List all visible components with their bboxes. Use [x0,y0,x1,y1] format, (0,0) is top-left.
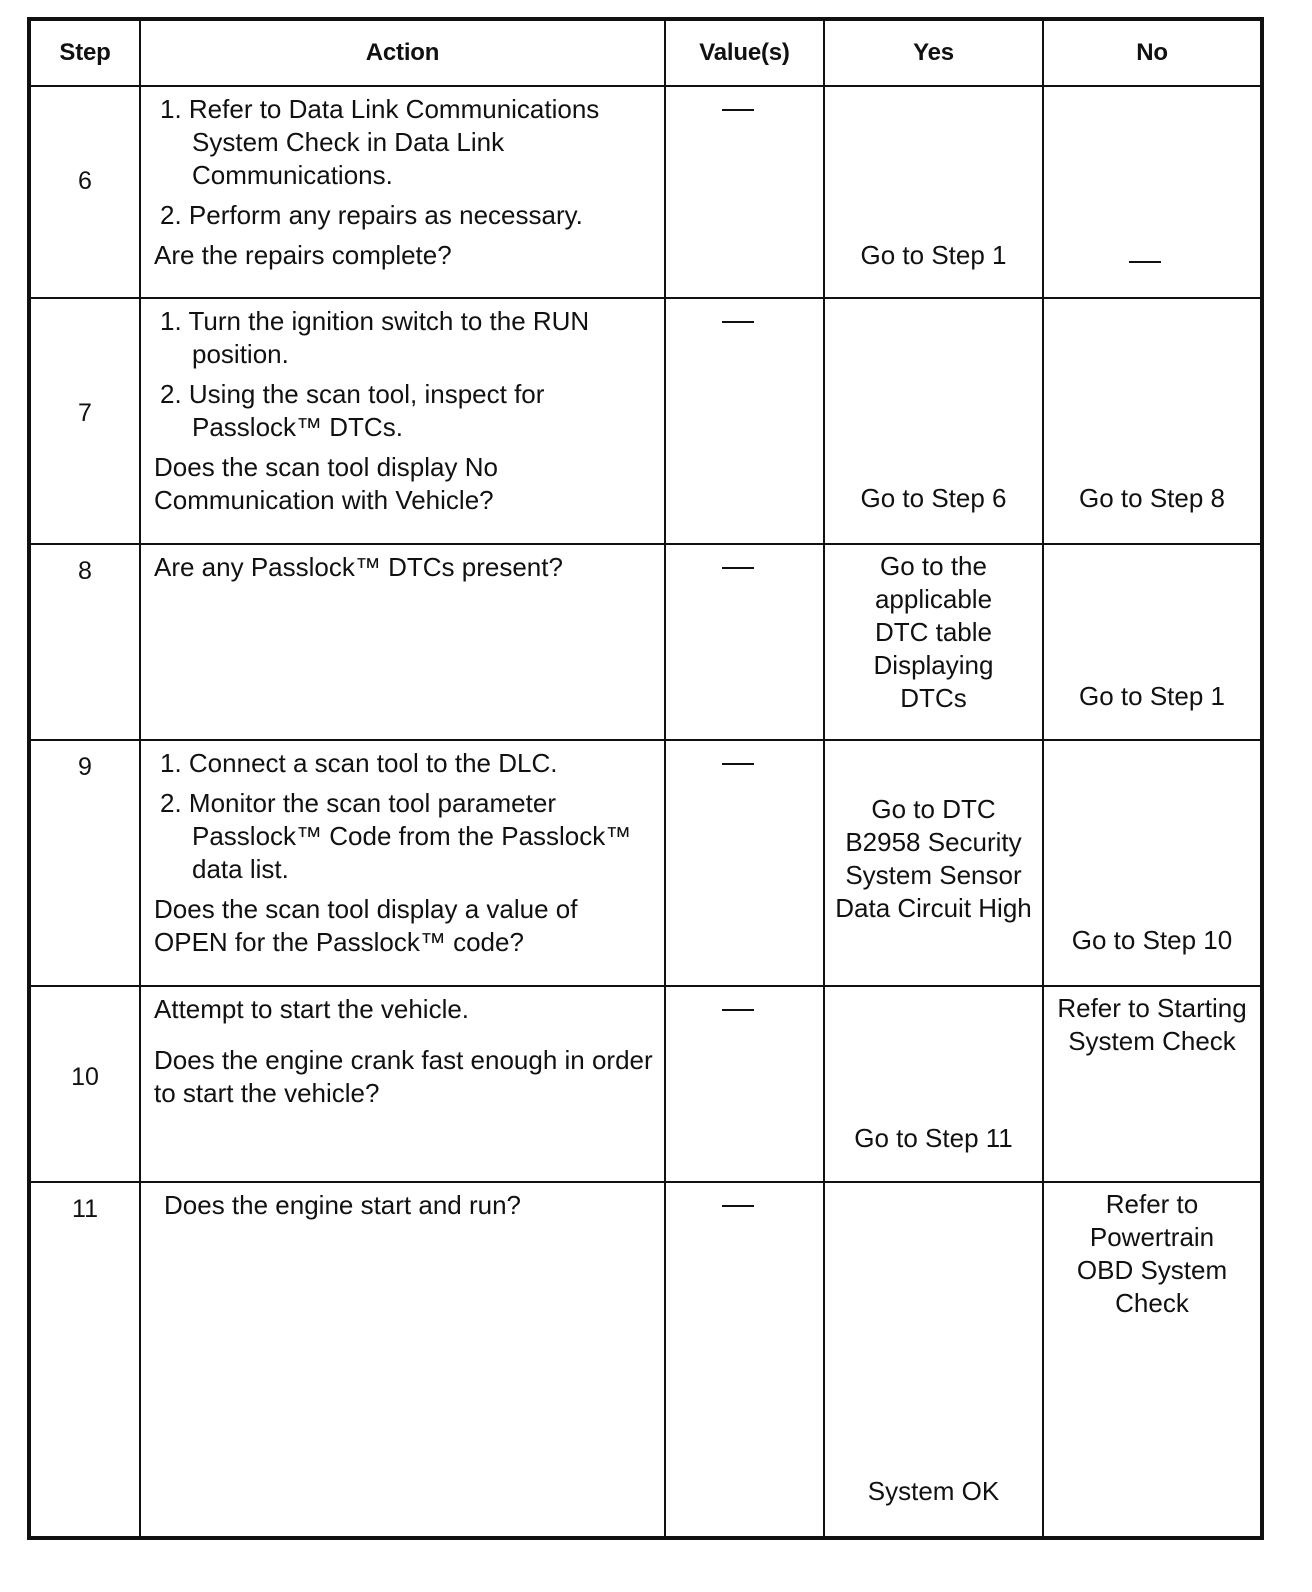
no-cell [1043,298,1262,544]
table-row [29,740,1262,986]
table-row [29,1182,1262,1538]
no-result: Go to Step 8 [1079,483,1225,513]
step-number: 10 [71,1063,99,1091]
value-cell [665,86,824,298]
header-values: Value(s) [665,19,824,86]
action-cell [140,740,665,986]
action-question: Are the repairs complete? [154,240,452,270]
step-cell [29,86,140,298]
value-dash [722,1205,754,1207]
action-list [154,93,658,232]
no-cell [1043,740,1262,986]
no-cell [1043,1182,1262,1538]
yes-cell [824,86,1043,298]
step-number: 7 [78,399,92,427]
step-cell [29,986,140,1182]
yes-result: System OK [867,1476,1000,1506]
action-item: 1. Refer to Data Link Communications System Check in Data Link Communications. [160,94,600,190]
action-item: 1. Connect a scan tool to the DLC. [160,748,558,778]
action-question: Are any Passlock™ DTCs present? [154,552,563,582]
table-body [29,86,1262,1538]
table-header [29,19,1262,86]
value-dash [722,1009,754,1011]
action-question: Does the scan tool display No Communication with Vehicle? [154,452,498,515]
header-action: Action [140,19,665,86]
no-result: Go to Step 1 [1079,681,1225,711]
diagnostic-table [27,17,1264,1540]
value-cell [665,986,824,1182]
action-list [154,993,658,1026]
action-question: Does the engine crank fast enough in order to start the vehicle? [154,1045,653,1108]
no-result: Refer to Starting System Check [1057,993,1247,1056]
action-item: 2. Perform any repairs as necessary. [160,200,583,230]
action-item: 1. Turn the ignition switch to the RUN position. [160,306,590,369]
step-number: 11 [72,1195,98,1223]
action-list [154,747,658,886]
action-cell [140,86,665,298]
step-cell [29,740,140,986]
yes-cell [824,544,1043,740]
step-number: 9 [78,753,92,781]
action-item: 2. Monitor the scan tool parameter Passlock™ Code from the Passlock™ data list. [160,788,632,884]
yes-result: Go to Step 1 [860,240,1007,270]
no-dash [1129,261,1161,263]
yes-result: Go to Step 11 [854,1123,1013,1153]
yes-result: Go to DTC B2958 Security System Sensor Data Circuit High [835,794,1032,923]
yes-result: Go to Step 6 [860,483,1007,513]
table-row [29,86,1262,298]
no-cell [1043,544,1262,740]
action-item: 2. Using the scan tool, inspect for Passlock™ DTCs. [160,379,545,442]
table-row [29,986,1262,1182]
yes-cell [824,740,1043,986]
step-cell [29,544,140,740]
action-question: Does the scan tool display a value of OPEN for the Passlock™ code? [154,894,578,957]
step-cell [29,1182,140,1538]
header-step: Step [29,19,140,86]
yes-cell [824,986,1043,1182]
action-cell [140,1182,665,1538]
value-cell [665,1182,824,1538]
header-row [29,19,1262,86]
action-cell [140,298,665,544]
action-item: Attempt to start the vehicle. [154,994,470,1024]
step-cell [29,298,140,544]
value-dash [722,763,754,765]
action-list [154,305,658,444]
header-no: No [1043,19,1262,86]
action-cell [140,986,665,1182]
yes-cell [824,1182,1043,1538]
value-cell [665,544,824,740]
no-result: Go to Step 10 [1071,925,1233,955]
no-result: Refer to Powertrain OBD System Check [1076,1189,1228,1318]
table-row [29,298,1262,544]
step-number: 8 [78,557,92,585]
step-number: 6 [78,167,92,195]
value-cell [665,298,824,544]
action-cell [140,544,665,740]
no-cell [1043,986,1262,1182]
value-cell [665,740,824,986]
yes-result: Go to the applicable DTC table Displaying DTCs [873,551,994,713]
value-dash [722,567,754,569]
no-cell [1043,86,1262,298]
action-question: Does the engine start and run? [164,1190,522,1220]
header-yes: Yes [824,19,1043,86]
yes-cell [824,298,1043,544]
value-dash [722,321,754,323]
value-dash [722,109,754,111]
table-row [29,544,1262,740]
